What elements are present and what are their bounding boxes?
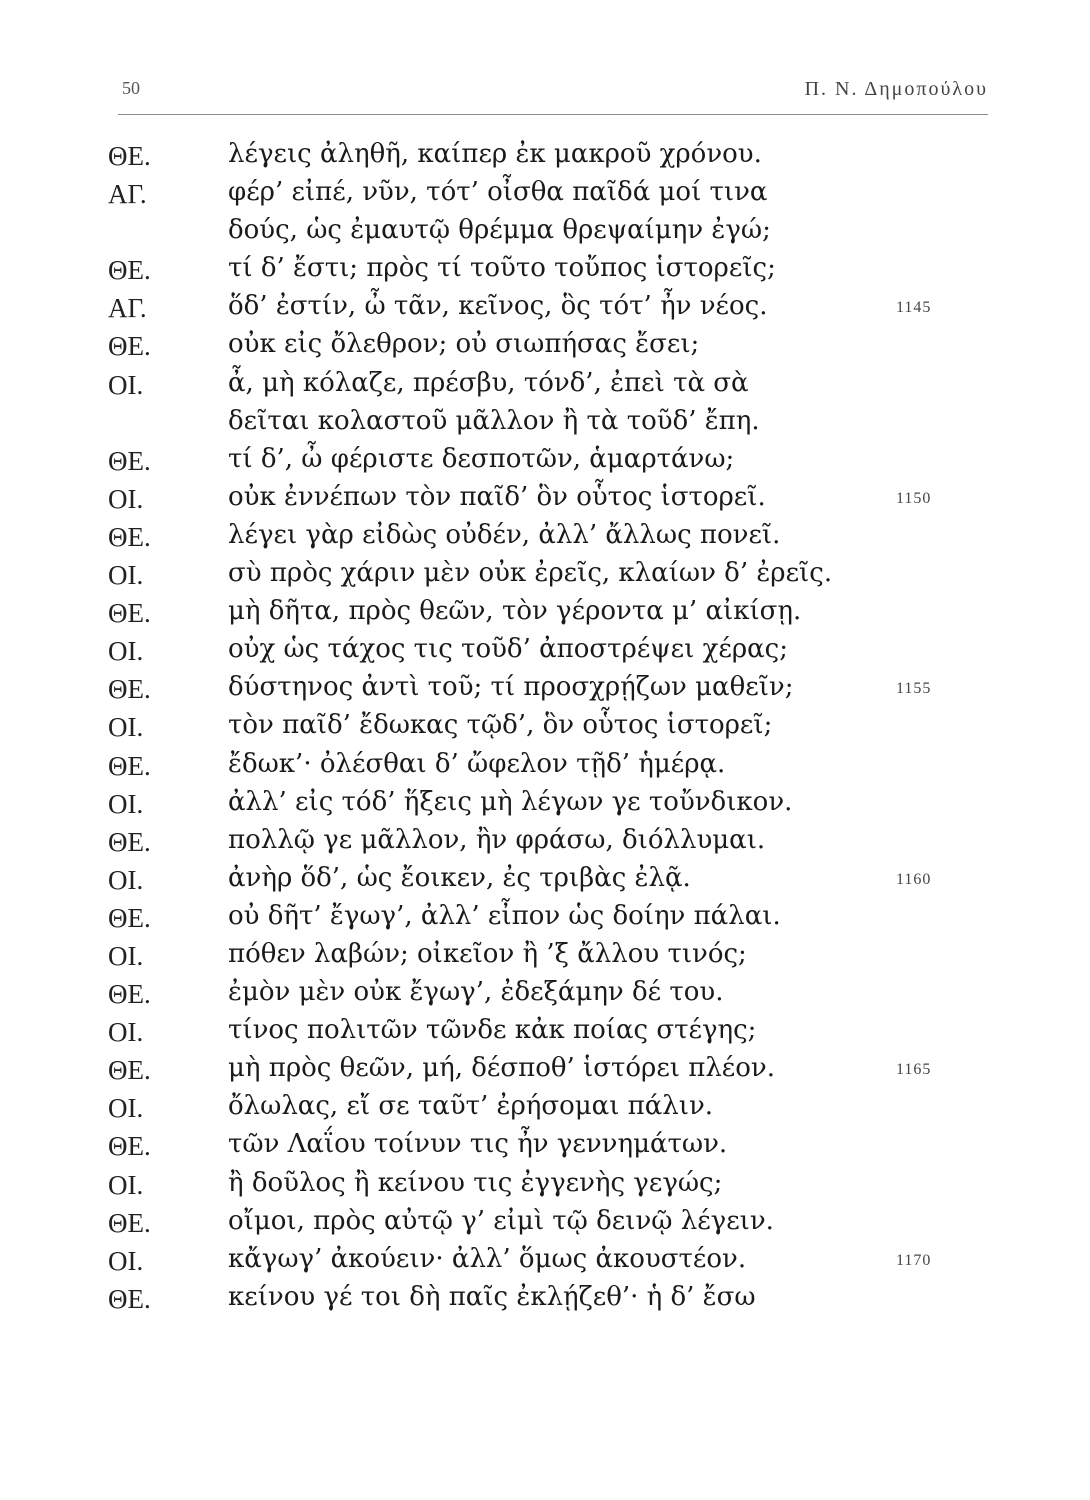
speaker-label: ΘΕ.	[108, 445, 151, 476]
verse-text: ἀνὴρ ὅδ’, ὡς ἔοικεν, ἐς τριβὰς ἐλᾷ.	[228, 862, 691, 893]
line-number: 1160	[896, 870, 932, 888]
verse-text: ἆ, μὴ κόλαζε, πρέσβυ, τόνδ’, ἐπεὶ τὰ σὰ	[228, 367, 749, 398]
page-header	[118, 70, 988, 115]
verse-text: οὐχ ὡς τάχος τις τοῦδ’ ἀποστρέψει χέρας;	[228, 634, 789, 665]
verse-line	[0, 1282, 1090, 1320]
verse-text: οἴμοι, πρὸς αὐτῷ γ’ εἰμὶ τῷ δεινῷ λέγειν.	[228, 1205, 774, 1236]
verse-list	[0, 139, 1090, 1320]
verse-text: τί δ’, ὦ φέριστε δεσποτῶν, ἁμαρτάνω;	[228, 443, 735, 474]
verse-text: σὺ πρὸς χάριν μὲν οὐκ ἐρεῖς, κλαίων δ’ ἐρεῖς.	[228, 558, 833, 589]
speaker-label: ΑΓ.	[108, 179, 147, 210]
speaker-label: ΟΙ.	[108, 560, 144, 591]
speaker-label: ΟΙ.	[108, 1169, 144, 1200]
speaker-label: ΘΕ.	[108, 1131, 151, 1162]
verse-text: οὐ δῆτ’ ἔγωγ’, ἀλλ’ εἶπον ὡς δοίην πάλαι.	[228, 900, 781, 931]
verse-text: ἀλλ’ εἰς τόδ’ ἥξεις μὴ λέγων γε τοὔνδικον.	[228, 786, 793, 817]
verse-line	[0, 1129, 1090, 1167]
verse-line	[0, 1091, 1090, 1129]
verse-text: ὅδ’ ἐστίν, ὦ τᾶν, κεῖνος, ὃς τότ’ ἦν νέος.	[228, 291, 768, 322]
verse-text: πολλῷ γε μᾶλλον, ἢν φράσω, διόλλυμαι.	[228, 824, 766, 855]
speaker-label: ΘΕ.	[108, 902, 151, 933]
verse-text: τῶν Λαΐου τοίνυν τις ἦν γεννημάτων.	[228, 1129, 728, 1160]
line-number: 1145	[896, 299, 932, 317]
verse-text: πόθεν λαβών; οἰκεῖον ἢ ’ξ ἄλλου τινός;	[228, 938, 747, 969]
verse-line	[0, 1206, 1090, 1244]
verse-line	[0, 1168, 1090, 1206]
verse-line	[0, 901, 1090, 939]
verse-line	[0, 291, 1090, 329]
speaker-label: ΘΕ.	[108, 255, 151, 286]
verse-line	[0, 939, 1090, 977]
verse-line	[0, 329, 1090, 367]
line-number: 1155	[896, 680, 932, 698]
verse-line	[0, 863, 1090, 901]
verse-text: φέρ’ εἰπέ, νῦν, τότ’ οἶσθα παῖδά μοί τινα	[228, 177, 768, 208]
verse-line	[0, 482, 1090, 520]
verse-text: δούς, ὡς ἐμαυτῷ θρέμμα θρεψαίμην ἐγώ;	[228, 215, 771, 246]
speaker-label: ΟΙ.	[108, 369, 144, 400]
verse-text: μὴ πρὸς θεῶν, μή, δέσποθ’ ἱστόρει πλέον.	[228, 1053, 776, 1084]
speaker-label: ΘΕ.	[108, 979, 151, 1010]
speaker-label: ΘΕ.	[108, 521, 151, 552]
line-number: 1170	[896, 1251, 932, 1269]
verse-line	[0, 977, 1090, 1015]
speaker-label: ΟΙ.	[108, 1245, 144, 1276]
speaker-label: ΘΕ.	[108, 141, 151, 171]
verse-line	[0, 444, 1090, 482]
verse-line	[0, 253, 1090, 291]
verse-line	[0, 139, 1090, 177]
verse-line	[0, 215, 1090, 253]
speaker-label: ΑΓ.	[108, 293, 147, 324]
speaker-label: ΘΕ.	[108, 598, 151, 629]
speaker-label: ΘΕ.	[108, 331, 151, 362]
verse-line	[0, 672, 1090, 710]
verse-text: ὄλωλας, εἴ σε ταῦτ’ ἐρήσομαι πάλιν.	[228, 1091, 714, 1122]
verse-line	[0, 406, 1090, 444]
speaker-label: ΘΕ.	[108, 750, 151, 781]
verse-text: λέγεις ἀληθῆ, καίπερ ἐκ μακροῦ χρόνου.	[228, 139, 762, 169]
speaker-label: ΘΕ.	[108, 1055, 151, 1086]
page-number: 50	[122, 78, 140, 98]
line-number: 1165	[896, 1061, 932, 1079]
verse-text: τί δ’ ἔστι; πρὸς τί τοῦτο τοὔπος ἱστορεῖς;	[228, 253, 776, 284]
line-number: 1150	[896, 489, 932, 507]
speaker-label: ΟΙ.	[108, 712, 144, 743]
verse-text: κείνου γέ τοι δὴ παῖς ἐκλῄζεθ’· ἡ δ’ ἔσω	[228, 1281, 756, 1312]
speaker-label: ΟΙ.	[108, 864, 144, 895]
verse-line	[0, 787, 1090, 825]
verse-text: τίνος πολιτῶν τῶνδε κἀκ ποίας στέγης;	[228, 1015, 757, 1046]
verse-line	[0, 1053, 1090, 1091]
verse-text: ἢ δοῦλος ἢ κείνου τις ἐγγενὴς γεγώς;	[228, 1167, 723, 1198]
speaker-label: ΟΙ.	[108, 788, 144, 819]
verse-text: μὴ δῆτα, πρὸς θεῶν, τὸν γέροντα μ’ αἰκίσῃ.	[228, 596, 802, 627]
verse-line	[0, 1015, 1090, 1053]
verse-line	[0, 825, 1090, 863]
speaker-label: ΘΕ.	[108, 674, 151, 705]
speaker-label: ΟΙ.	[108, 483, 144, 514]
verse-line	[0, 520, 1090, 558]
verse-line	[0, 596, 1090, 634]
speaker-label: ΘΕ.	[108, 826, 151, 857]
running-head: Π. Ν. Δημοπούλου	[804, 78, 988, 100]
verse-line	[0, 368, 1090, 406]
verse-text: ἔδωκ’· ὀλέσθαι δ’ ὤφελον τῇδ’ ἡμέρᾳ.	[228, 748, 726, 779]
speaker-label: ΟΙ.	[108, 1017, 144, 1048]
verse-text: δύστηνος ἀντὶ τοῦ; τί προσχρῄζων μαθεῖν;	[228, 672, 794, 703]
verse-line	[0, 634, 1090, 672]
verse-text: ἐμὸν μὲν οὐκ ἔγωγ’, ἐδεξάμην δέ του.	[228, 977, 724, 1008]
verse-text: οὐκ εἰς ὄλεθρον; οὐ σιωπήσας ἔσει;	[228, 329, 700, 360]
verse-text: λέγει γὰρ εἰδὼς οὐδέν, ἀλλ’ ἄλλως πονεῖ.	[228, 519, 781, 550]
verse-line	[0, 558, 1090, 596]
verse-line	[0, 177, 1090, 215]
verse-text: οὐκ ἐννέπων τὸν παῖδ’ ὃν οὗτος ἱστορεῖ.	[228, 481, 766, 512]
speaker-label: ΟΙ.	[108, 1093, 144, 1124]
verse-line	[0, 1244, 1090, 1282]
verse-line	[0, 749, 1090, 787]
speaker-label: ΘΕ.	[108, 1207, 151, 1238]
speaker-label: ΟΙ.	[108, 636, 144, 667]
verse-line	[0, 710, 1090, 748]
speaker-label: ΘΕ.	[108, 1283, 151, 1314]
speaker-label: ΟΙ.	[108, 940, 144, 971]
verse-text: δεῖται κολαστοῦ μᾶλλον ἢ τὰ τοῦδ’ ἔπη.	[228, 405, 760, 436]
verse-text: κἄγωγ’ ἀκούειν· ἀλλ’ ὅμως ἀκουστέον.	[228, 1243, 747, 1274]
verse-text: τὸν παῖδ’ ἔδωκας τῷδ’, ὃν οὗτος ἱστορεῖ;	[228, 710, 773, 741]
